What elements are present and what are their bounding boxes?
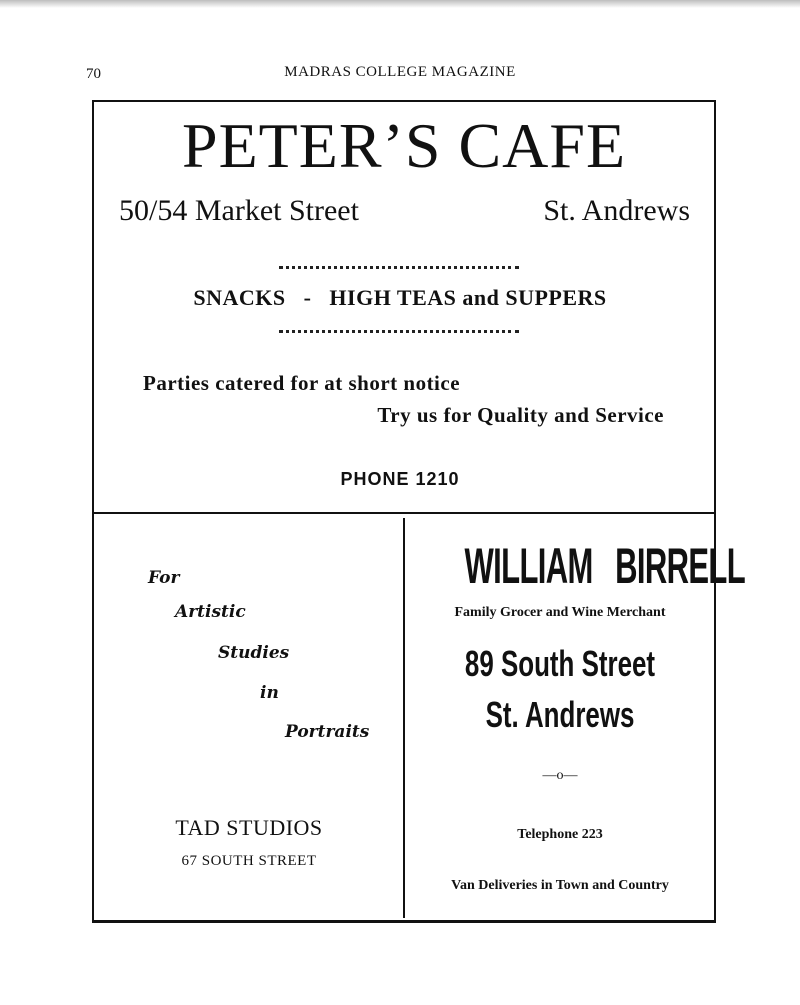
grocer-town: St. Andrews (485, 694, 635, 735)
running-head: MADRAS COLLEGE MAGAZINE (284, 64, 516, 80)
cafe-address: 50/54 Market Street (119, 194, 359, 227)
grocer-telephone: Telephone 223 (517, 827, 603, 842)
scan-edge-shadow (0, 0, 800, 8)
studio-address: 67 SOUTH STREET (181, 853, 317, 869)
grocer-name-first: WILLIAM (464, 538, 593, 594)
menu-dash: - (303, 285, 312, 310)
grocer-name (464, 537, 746, 595)
studio-name: TAD STUDIOS (175, 815, 323, 840)
grocer-deliveries: Van Deliveries in Town and Country (451, 878, 669, 893)
grocer-trade: Family Grocer and Wine Merchant (454, 605, 666, 620)
dotted-rule-bottom (279, 330, 519, 333)
grocer-street: 89 South Street (464, 643, 656, 684)
cafe-phone: PHONE 1210 (340, 469, 460, 489)
script-portraits: Portraits (285, 722, 370, 742)
grocer-name-last: BIRRELL (615, 538, 746, 594)
script-studies: Studies (218, 643, 290, 663)
cafe-quality-line: Try us for Quality and Service (377, 403, 664, 427)
dotted-rule-top (279, 266, 519, 269)
horizontal-divider (92, 512, 716, 514)
cafe-menu-line (0, 285, 800, 311)
script-artistic: Artistic (175, 602, 246, 622)
vertical-divider (403, 518, 405, 918)
ornament-divider: —o— (542, 768, 578, 783)
menu-teas-suppers: HIGH TEAS and SUPPERS (329, 285, 607, 310)
cafe-parties-line: Parties catered for at short notice (143, 371, 461, 395)
page-number: 70 (86, 66, 101, 82)
cafe-town: St. Andrews (543, 194, 690, 227)
menu-snacks: SNACKS (193, 285, 286, 310)
script-for: For (148, 568, 180, 588)
cafe-name: PETER’S CAFE (181, 110, 627, 181)
script-in: in (260, 683, 279, 703)
